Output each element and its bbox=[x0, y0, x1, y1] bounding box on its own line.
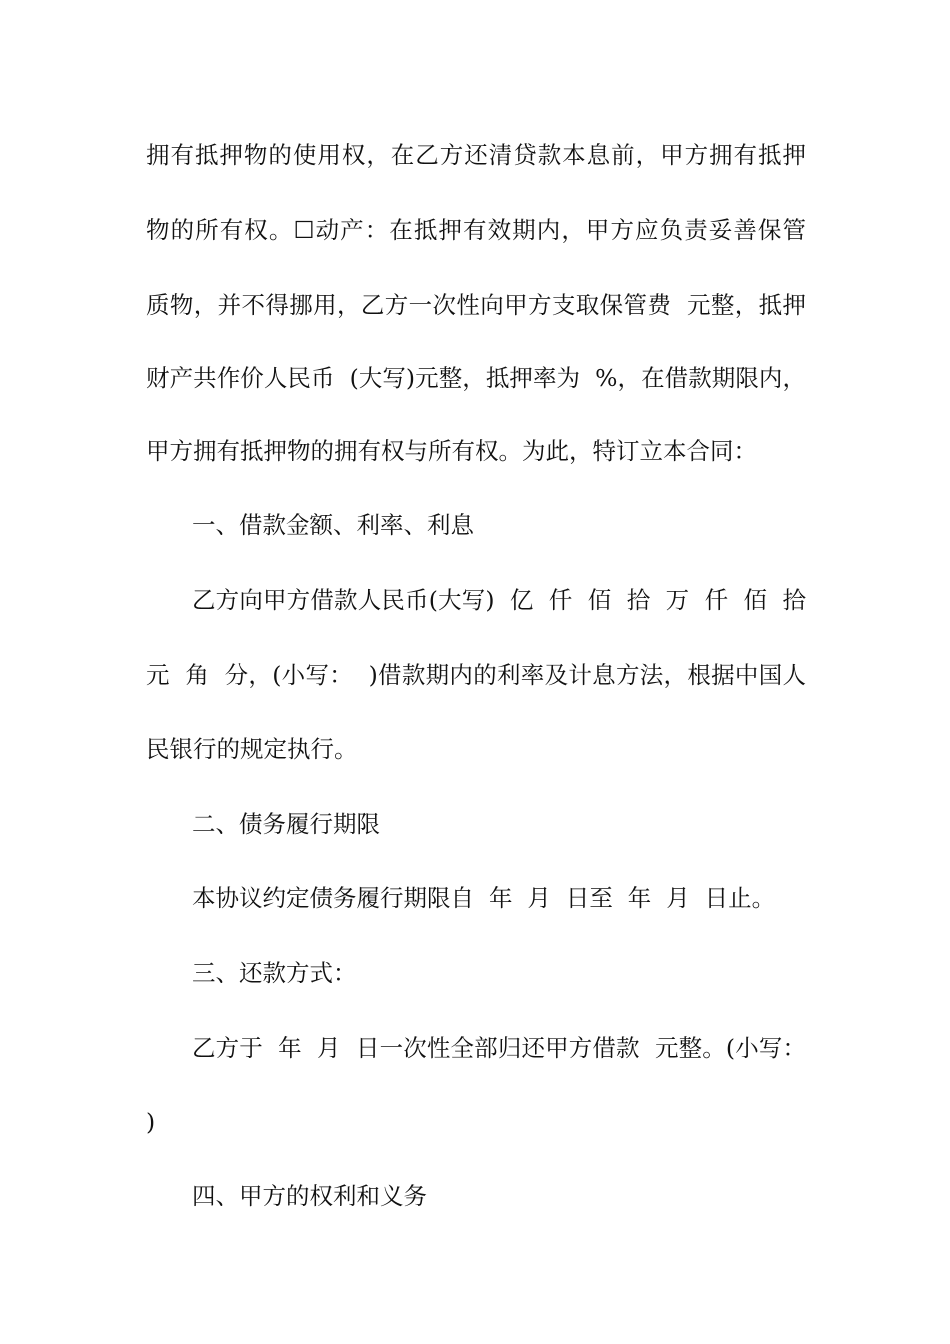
section-heading-1: 一、借款金额、利率、利息 bbox=[192, 511, 474, 539]
paragraph-line: 质物，并不得挪用，乙方一次性向甲方支取保管费 元整，抵押 bbox=[146, 291, 806, 319]
paragraph-line: 本协议约定债务履行期限自 年 月 日至 年 月 日止。 bbox=[192, 884, 776, 912]
paragraph-line: 乙方向甲方借款人民币(大写) 亿 仟 佰 拾 万 仟 佰 拾 bbox=[192, 586, 806, 614]
paragraph-line: 甲方拥有抵押物的拥有权与所有权。为此，特订立本合同： bbox=[146, 437, 757, 465]
section-heading-4: 四、甲方的权利和义务 bbox=[192, 1182, 427, 1210]
paragraph-line: 元 角 分，(小写： )借款期内的利率及计息方法，根据中国人 bbox=[146, 661, 806, 689]
paragraph-line: 拥有抵押物的使用权，在乙方还清贷款本息前，甲方拥有抵押 bbox=[146, 141, 806, 169]
paragraph-line: ) bbox=[146, 1108, 156, 1136]
paragraph-line: 财产共作价人民币 (大写)元整，抵押率为 %，在借款期限内， bbox=[146, 364, 806, 392]
paragraph-line: 乙方于 年 月 日一次性全部归还甲方借款 元整。(小写： bbox=[192, 1034, 806, 1062]
section-heading-2: 二、债务履行期限 bbox=[192, 810, 380, 838]
section-heading-3: 三、还款方式： bbox=[192, 959, 357, 987]
paragraph-line: 物的所有权。☐动产：在抵押有效期内，甲方应负责妥善保管 bbox=[146, 216, 806, 244]
paragraph-line: 民银行的规定执行。 bbox=[146, 735, 358, 763]
